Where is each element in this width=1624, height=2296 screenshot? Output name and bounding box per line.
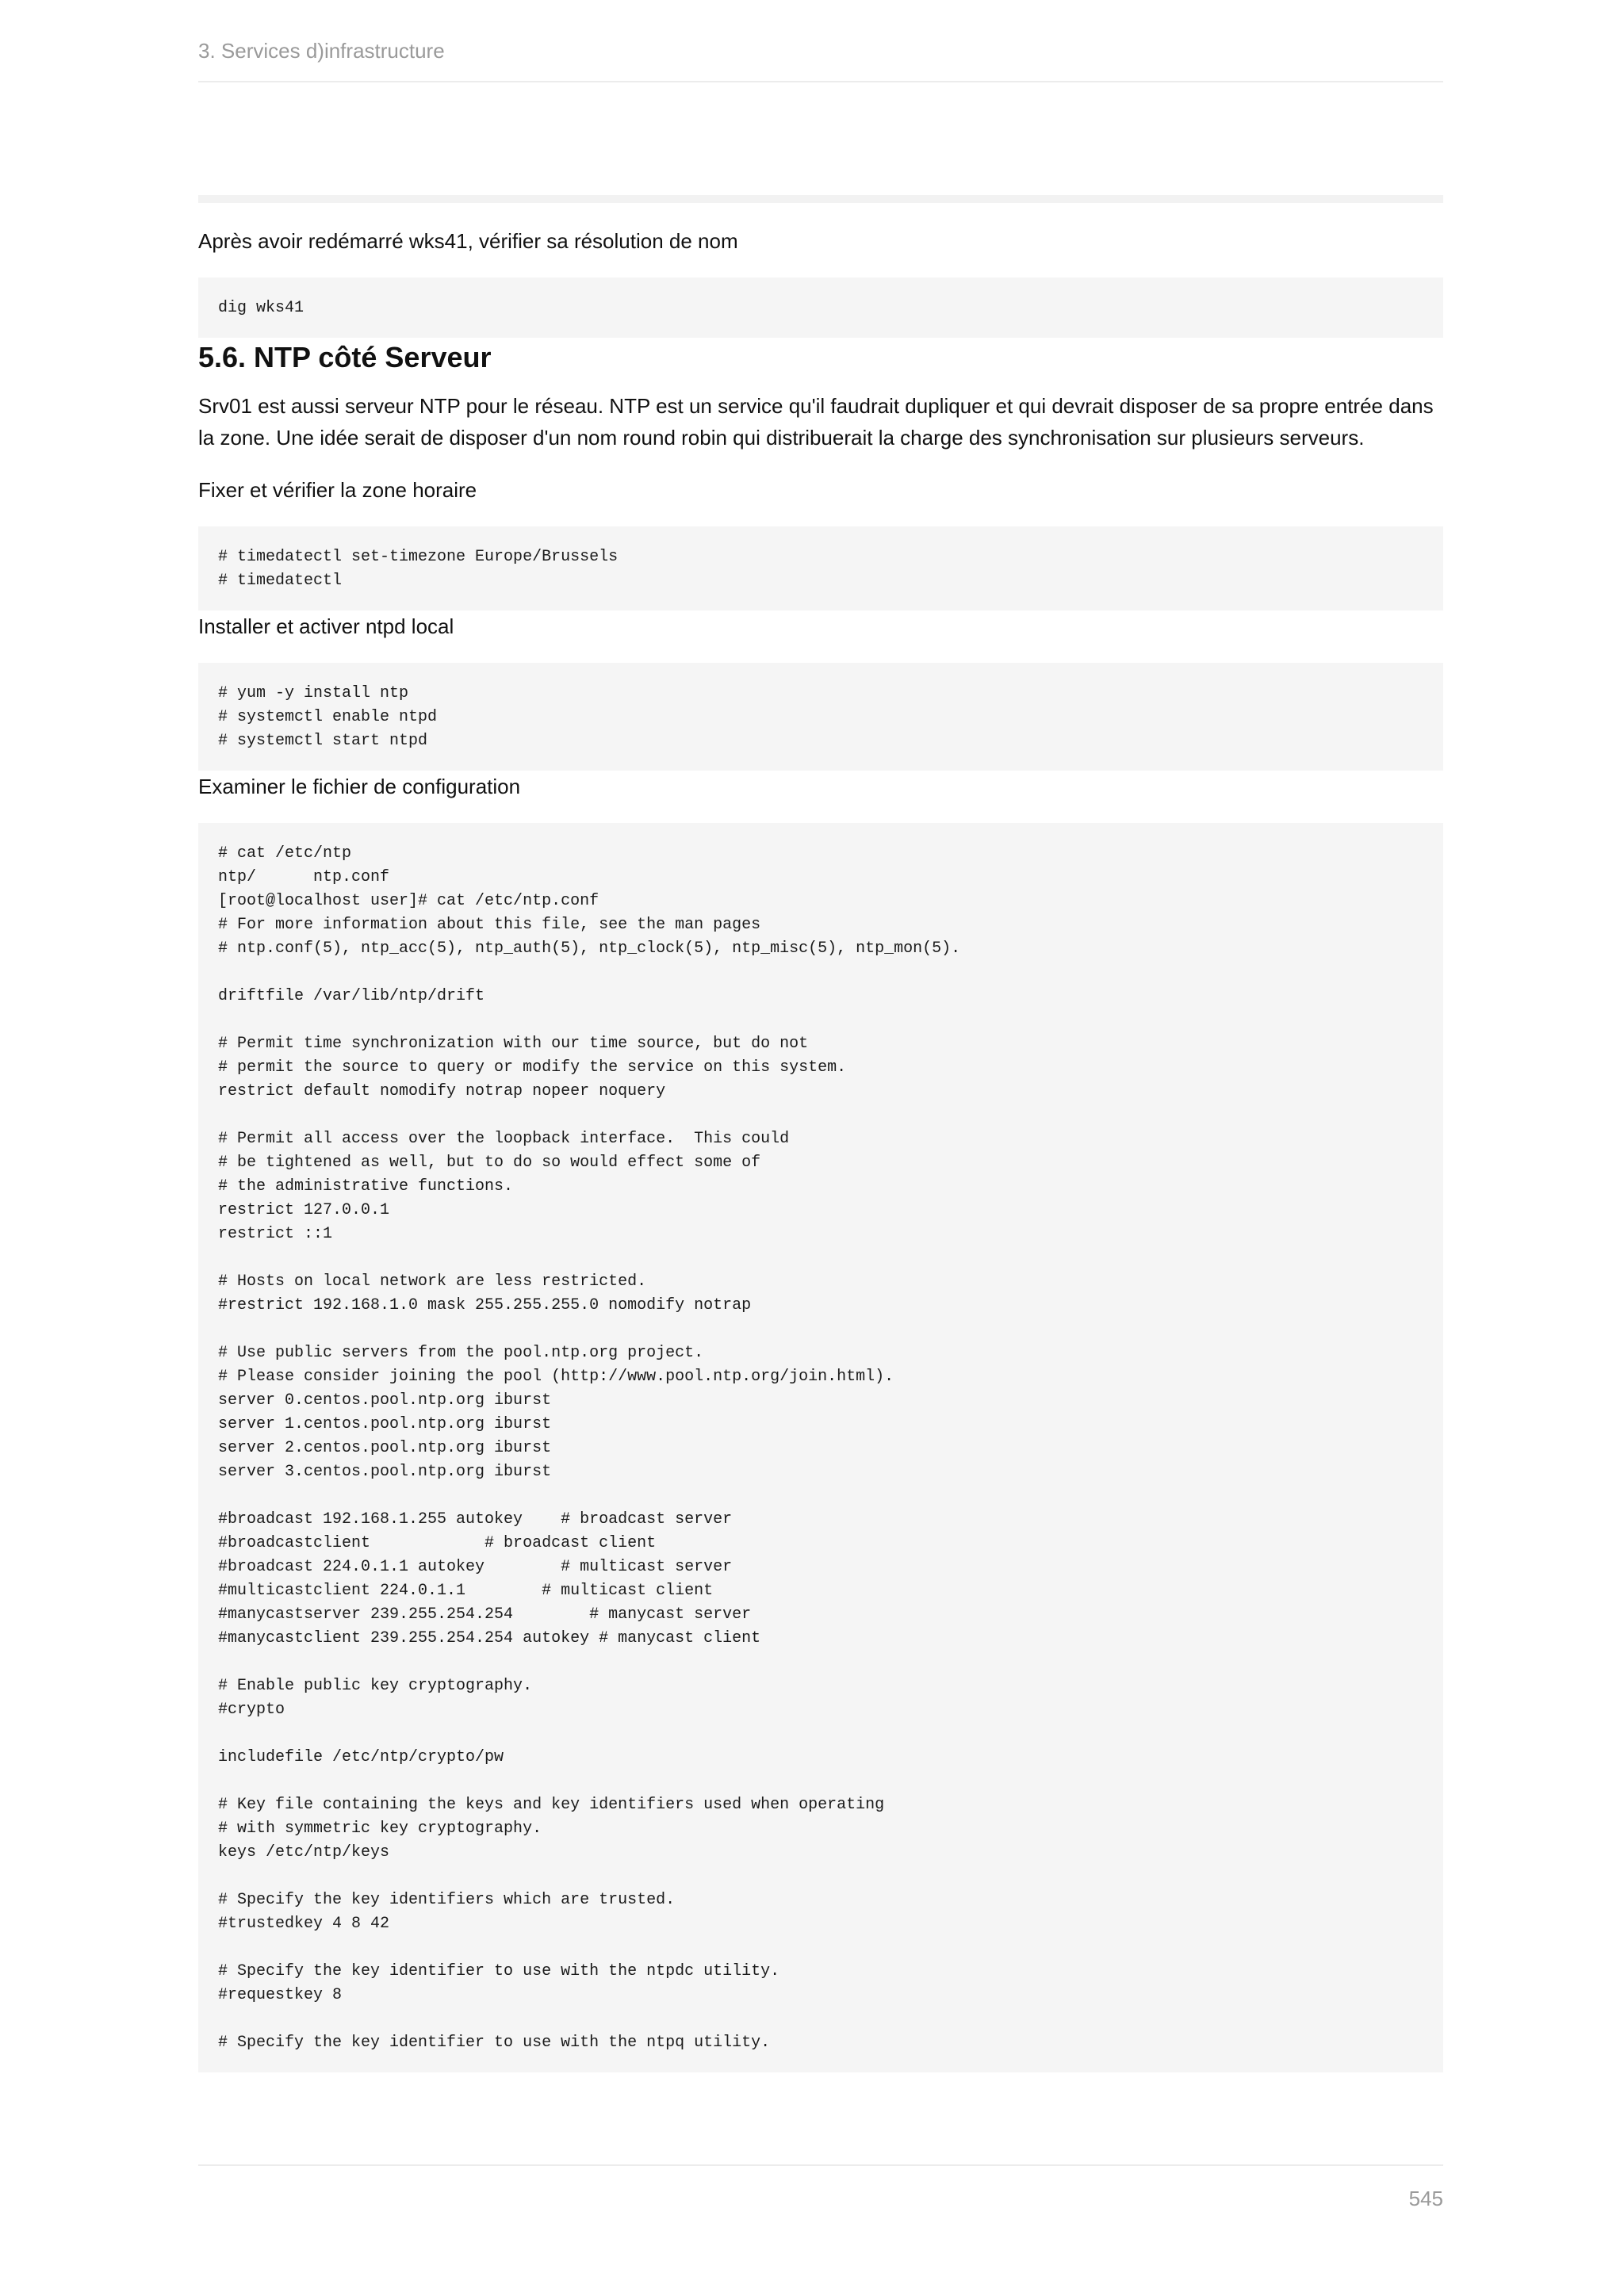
- section-paragraph: Srv01 est aussi serveur NTP pour le réseau. NTP est un service qu'il faudrait dupliquer et qui devrait disposer de sa propre entrée dans la zone. Une idée serait de disposer d'un nom round robin qui distribuerait la charge des synchronisation sur plusieurs serveurs.: [198, 394, 1434, 450]
- code-block-dig: dig wks41: [198, 277, 1443, 338]
- code-block-install: # yum -y install ntp # systemctl enable ntpd # systemctl start ntpd: [198, 663, 1443, 771]
- intro-text: Après avoir redémarré wks41, vérifier sa résolution de nom: [198, 229, 738, 253]
- page-number: 545: [1408, 2187, 1443, 2210]
- code-block-ntp-config: # cat /etc/ntp ntp/ ntp.conf [root@localhost user]# cat /etc/ntp.conf # For more information about this file, see the man pages # ntp.conf(5), ntp_acc(5), ntp_auth(5), ntp_clock(5), ntp_misc(5), ntp_mon(5). driftfile /var/lib/ntp/drift # Permit time synchronization with our time source, but do not # permit the source to query or modify the service on this system. restrict default nomodify notrap nopeer noquery # Permit all access over the loopback interface. This could # be tightened as well, but to do so would effect some of # the administrative functions. restrict 127.0.0.1 restrict ::1 # Hosts on local network are less restricted. #restrict 192.168.1.0 mask 255.255.255.0 nomodify notrap # Use public servers from the pool.ntp.org project. # Please consider joining the pool (http://www.pool.ntp.org/join.html). server 0.centos.pool.ntp.org iburst server 1.centos.pool.ntp.org iburst server 2.centos.pool.ntp.org iburst server 3.centos.pool.ntp.org iburst #broadcast 192.168.1.255 autokey # broadcast server #broadcastclient # broadcast client #broadcast 224.0.1.1 autokey # multicast server #multicastclient 224.0.1.1 # multicast client #manycastserver 239.255.254.254 # manycast server #manycastclient 239.255.254.254 autokey # manycast client # Enable public key cryptography. #crypto includefile /etc/ntp/crypto/pw # Key file containing the keys and key identifiers used when operating # with symmetric key cryptography. keys /etc/ntp/keys # Specify the key identifiers which are trusted. #trustedkey 4 8 42 # Specify the key identifier to use with the ntpdc utility. #requestkey 8 # Specify the key identifier to use with the ntpq utility.: [198, 823, 1443, 2072]
- previous-code-block-end: [198, 195, 1443, 203]
- page-header: [198, 36, 1443, 82]
- config-label: Examiner le fichier de configuration: [198, 775, 521, 798]
- code-block-timezone: # timedatectl set-timezone Europe/Brussels # timedatectl: [198, 526, 1443, 610]
- install-label: Installer et activer ntpd local: [198, 614, 454, 638]
- timezone-label: Fixer et vérifier la zone horaire: [198, 478, 477, 502]
- section-heading: 5.6. NTP côté Serveur: [198, 341, 492, 373]
- chapter-title: 3. Services d)infrastructure: [198, 39, 445, 63]
- page-footer: [198, 2164, 1443, 2210]
- page-content: [198, 225, 1443, 2072]
